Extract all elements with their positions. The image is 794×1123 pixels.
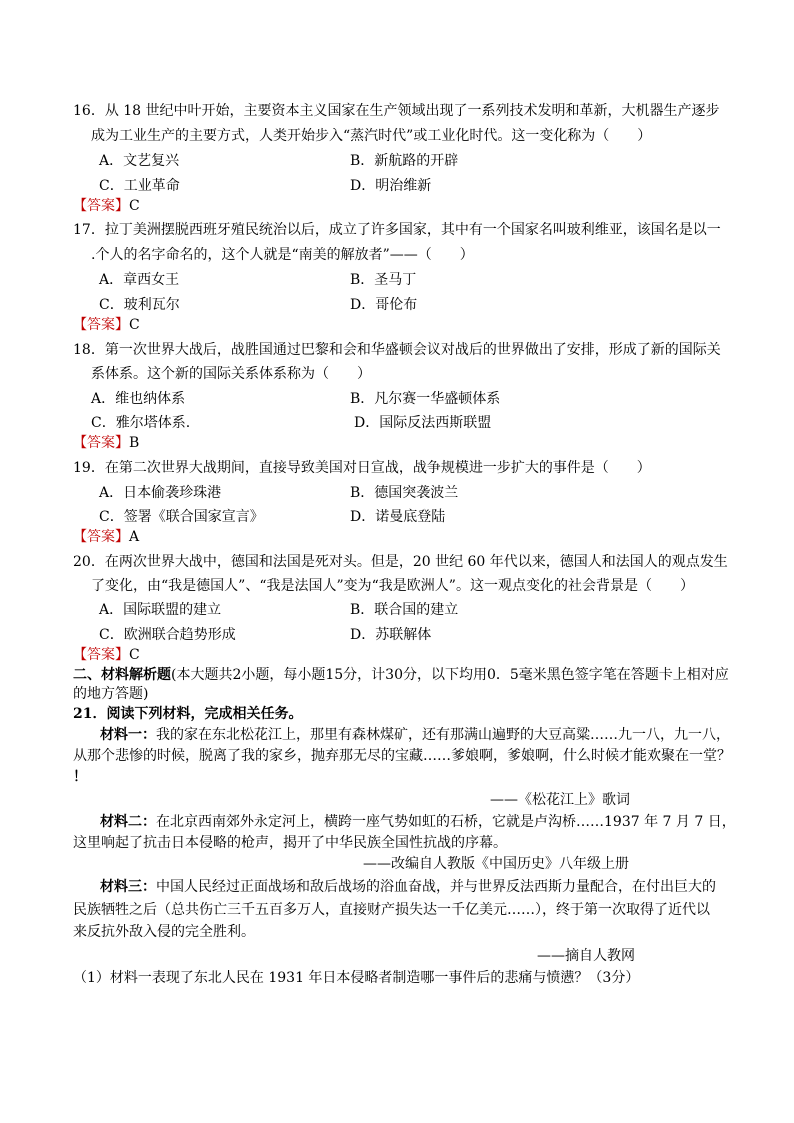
question-16-option-b: B．新航路的开辟 (350, 153, 459, 169)
question-20-answer (73, 645, 140, 665)
question-18-option-a: A．维也纳体系 (91, 391, 186, 407)
answer-value: C (129, 317, 140, 333)
material-3-line3: 来反抗外敌入侵的完全胜利。 (73, 924, 255, 940)
question-16-option-c: C．工业革命 (99, 178, 180, 194)
answer-tag: 【答案】 (73, 435, 129, 451)
answer-value: C (129, 198, 140, 214)
question-18-line2: 系体系。这个新的国际关系体系称为（ ） (91, 366, 371, 382)
question-21-sub1: （1）材料一表现了东北人民在 1931 年日本侵略者制造哪一事件后的悲痛与愤懑？（3分） (73, 970, 640, 986)
question-19-option-d: D．诺曼底登陆 (350, 509, 446, 525)
question-17-answer (73, 315, 140, 335)
question-18-option-c: C．雅尔塔体系. (91, 415, 191, 431)
material-1-line3: ！ (73, 769, 87, 785)
answer-tag: 【答案】 (73, 529, 129, 545)
answer-value: A (129, 529, 140, 545)
material-2-line1 (100, 812, 736, 832)
question-18-option-b: B．凡尔赛一华盛顿体系 (350, 391, 501, 407)
material-3-label: 材料三： (100, 879, 156, 895)
section-2-desc-line2: 的地方答题) (73, 686, 149, 702)
question-16-answer (73, 196, 140, 216)
question-17-line1: 17．拉丁美洲摆脱西班牙殖民统治以后，成立了许多国家，其中有一个国家名叫玻利维亚，该国名是以一 (73, 222, 721, 238)
answer-value: C (129, 647, 140, 663)
question-20-option-c: C．欧洲联合趋势形成 (99, 627, 236, 643)
question-18-line1: 18．第一次世界大战后，战胜国通过巴黎和会和华盛顿会议对战后的世界做出了安排，形成了新的国际关 (73, 342, 721, 358)
material-3-line1 (100, 877, 716, 897)
material-2-line2: 这里响起了抗击日本侵略的枪声，揭开了中华民族全国性抗战的序幕。 (73, 835, 507, 851)
question-19-option-b: B．德国突袭波兰 (350, 485, 459, 501)
question-16-line1: 16．从 18 世纪中叶开始，主要资本主义国家在生产领域出现了一系列技术发明和革新，大机器生产逐步 (73, 103, 720, 119)
material-1-text: 我的家在东北松花江上，那里有森林煤矿，还有那满山遍野的大豆高粱……九一八，九一八， (156, 727, 730, 743)
section-2-heading (73, 665, 729, 685)
question-16-line2: 成为工业生产的主要方式，人类开始步入“蒸汽时代”或工业化时代。这一变化称为（ ） (91, 128, 652, 144)
question-17-option-a: A．章西女王 (99, 272, 180, 288)
question-17-option-b: B．圣马丁 (350, 272, 417, 288)
answer-tag: 【答案】 (73, 198, 129, 214)
question-16-option-a: A．文艺复兴 (99, 153, 180, 169)
question-16-option-d: D．明治维新 (350, 178, 432, 194)
answer-tag: 【答案】 (73, 647, 129, 663)
question-18-answer (73, 433, 139, 453)
question-20-option-b: B．联合国的建立 (350, 602, 459, 618)
material-2-source: ——改编自人教版《中国历史》八年级上册 (363, 856, 629, 872)
material-1-line1 (100, 725, 730, 745)
question-17-option-c: C．玻利瓦尔 (99, 297, 180, 313)
question-17-line2: .个人的名字命名的，这个人就是“南美的解放者”——（ ） (91, 247, 474, 263)
question-18-option-d: D．国际反法西斯联盟 (354, 415, 492, 431)
question-17-option-d: D．哥伦布 (350, 297, 418, 313)
question-20-line2: 了变化，由“我是德国人”、“我是法国人”变为“我是欧洲人”。这一观点变化的社会背景是（ ） (91, 578, 694, 594)
section-2-title: 二、材料解析题 (73, 667, 171, 683)
material-1-line2: 从那个悲惨的时候，脱离了我的家乡，抛弃那无尽的宝藏……爹娘啊，爹娘啊，什么时候才能欢聚在一堂？ (73, 748, 731, 764)
material-1-source: ——《松花江上》歌词 (490, 792, 630, 808)
material-3-line2: 民族牺牲之后（总共伤亡三千五百多万人，直接财产损失达一千亿美元……），终于第一次取得了近代以 (73, 902, 710, 918)
question-21-title: 21．阅读下列材料，完成相关任务。 (73, 706, 303, 722)
material-2-label: 材料二： (100, 814, 156, 830)
material-3-source: ——摘自人教网 (537, 948, 635, 964)
question-20-option-a: A．国际联盟的建立 (99, 602, 222, 618)
section-2-desc: (本大题共2小题，每小题15分，计30分，以下均用0．5毫米黑色签字笔在答题卡上相对应 (171, 667, 729, 683)
question-19-option-c: C．签署《联合国家宣言》 (99, 509, 264, 525)
question-19-option-a: A．日本偷袭珍珠港 (99, 485, 222, 501)
question-19-line1: 19．在第二次世界大战期间，直接导致美国对日宣战，战争规模进一步扩大的事件是（ ） (73, 460, 651, 476)
question-20-option-d: D．苏联解体 (350, 627, 432, 643)
question-19-answer (73, 527, 139, 547)
material-3-text: 中国人民经过正面战场和敌后战场的浴血奋战，并与世界反法西斯力量配合，在付出巨大的 (156, 879, 716, 895)
material-1-label: 材料一： (100, 727, 156, 743)
material-2-text: 在北京西南郊外永定河上，横跨一座气势如虹的石桥，它就是卢沟桥……1937 年 7 月 7 日， (156, 814, 736, 830)
answer-value: B (129, 435, 140, 451)
answer-tag: 【答案】 (73, 317, 129, 333)
question-20-line1: 20．在两次世界大战中，德国和法国是死对头。但是，20 世纪 60 年代以来，德国人和法国人的观点发生 (73, 554, 728, 570)
